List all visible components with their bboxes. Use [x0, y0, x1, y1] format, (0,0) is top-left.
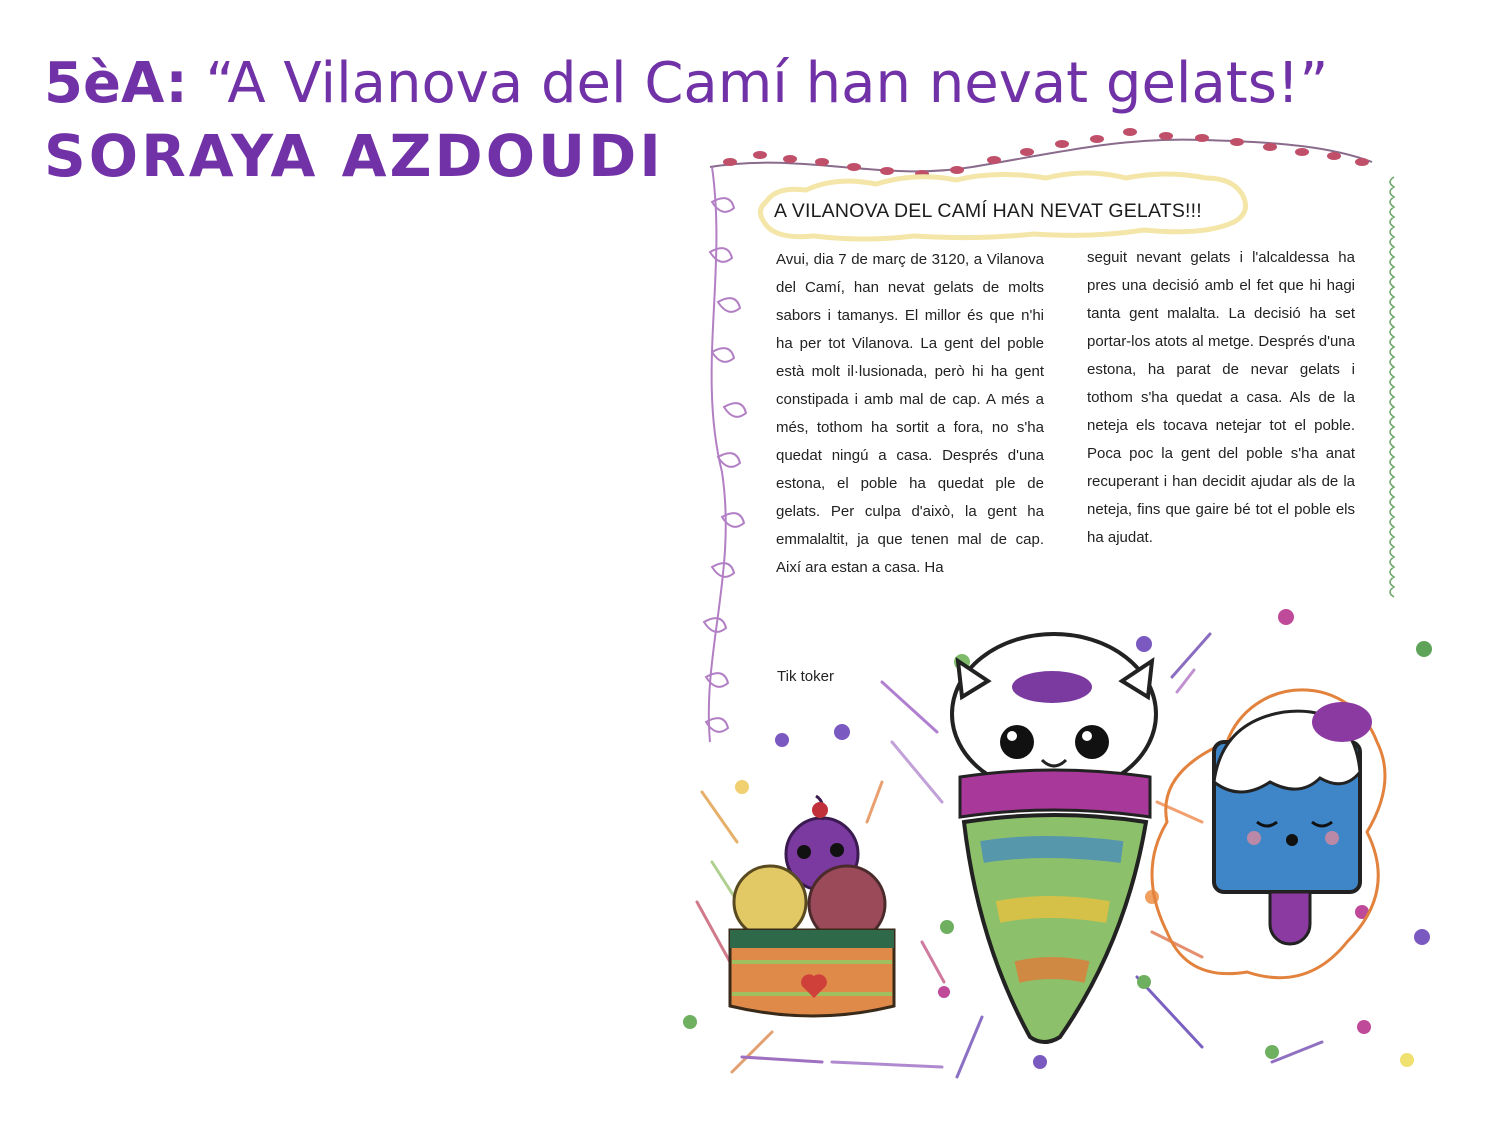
border-dots — [723, 128, 1369, 178]
newspaper-headline: A VILANOVA DEL CAMÍ HAN NEVAT GELATS!!! — [774, 200, 1202, 222]
article-column-left: Avui, dia 7 de març de 3120, a Vilanova del Camí, han nevat gelats de molts sabors i tamanys. El millor és que n'hi ha per tot Vilanova. La gent del poble està molt il·lusionada, però hi ha gent constipada i amb mal de cap. A més a més, tothom ha sortit a fora, no s'ha quedat ningú a casa. Després d'una estona, el poble ha quedat ple de gelats. Per culpa d'això, la gent ha emmalaltit, ja que tenen mal de cap. Així ara estan a casa. Ha — [776, 251, 1044, 576]
unicorn-cone-drawing — [952, 634, 1156, 1042]
slide-title — [44, 50, 1328, 118]
vine-leaves — [704, 198, 746, 732]
grade-label: 5èA: — [44, 51, 188, 116]
article-signature: Tik toker — [777, 668, 834, 685]
newspaper-page — [682, 122, 1442, 1090]
article-column-right: seguit nevant gelats i l'alcaldessa ha pres una decisió amb el fet que hi hagi tanta gent malalta. La decisió ha set portar-los atots al metge. Després d'una estona, ha parat de nevar gelats i tothom s'ha quedat a casa. Als de la neteja els tocava netejar tot el poble. Poca poc la gent del poble s'ha anat recuperant i han decidit ajudar als de la neteja, fins que gaire bé tot el poble els ha ajudat. — [1087, 249, 1355, 546]
story-title: “A Vilanova del Camí han nevat gelats!” — [205, 51, 1329, 116]
ice-cream-cup-drawing — [730, 796, 894, 1016]
author-name: SORAYA AZDOUDI — [44, 122, 664, 190]
popsicle-drawing — [1152, 690, 1385, 978]
right-fringe — [1390, 177, 1394, 597]
